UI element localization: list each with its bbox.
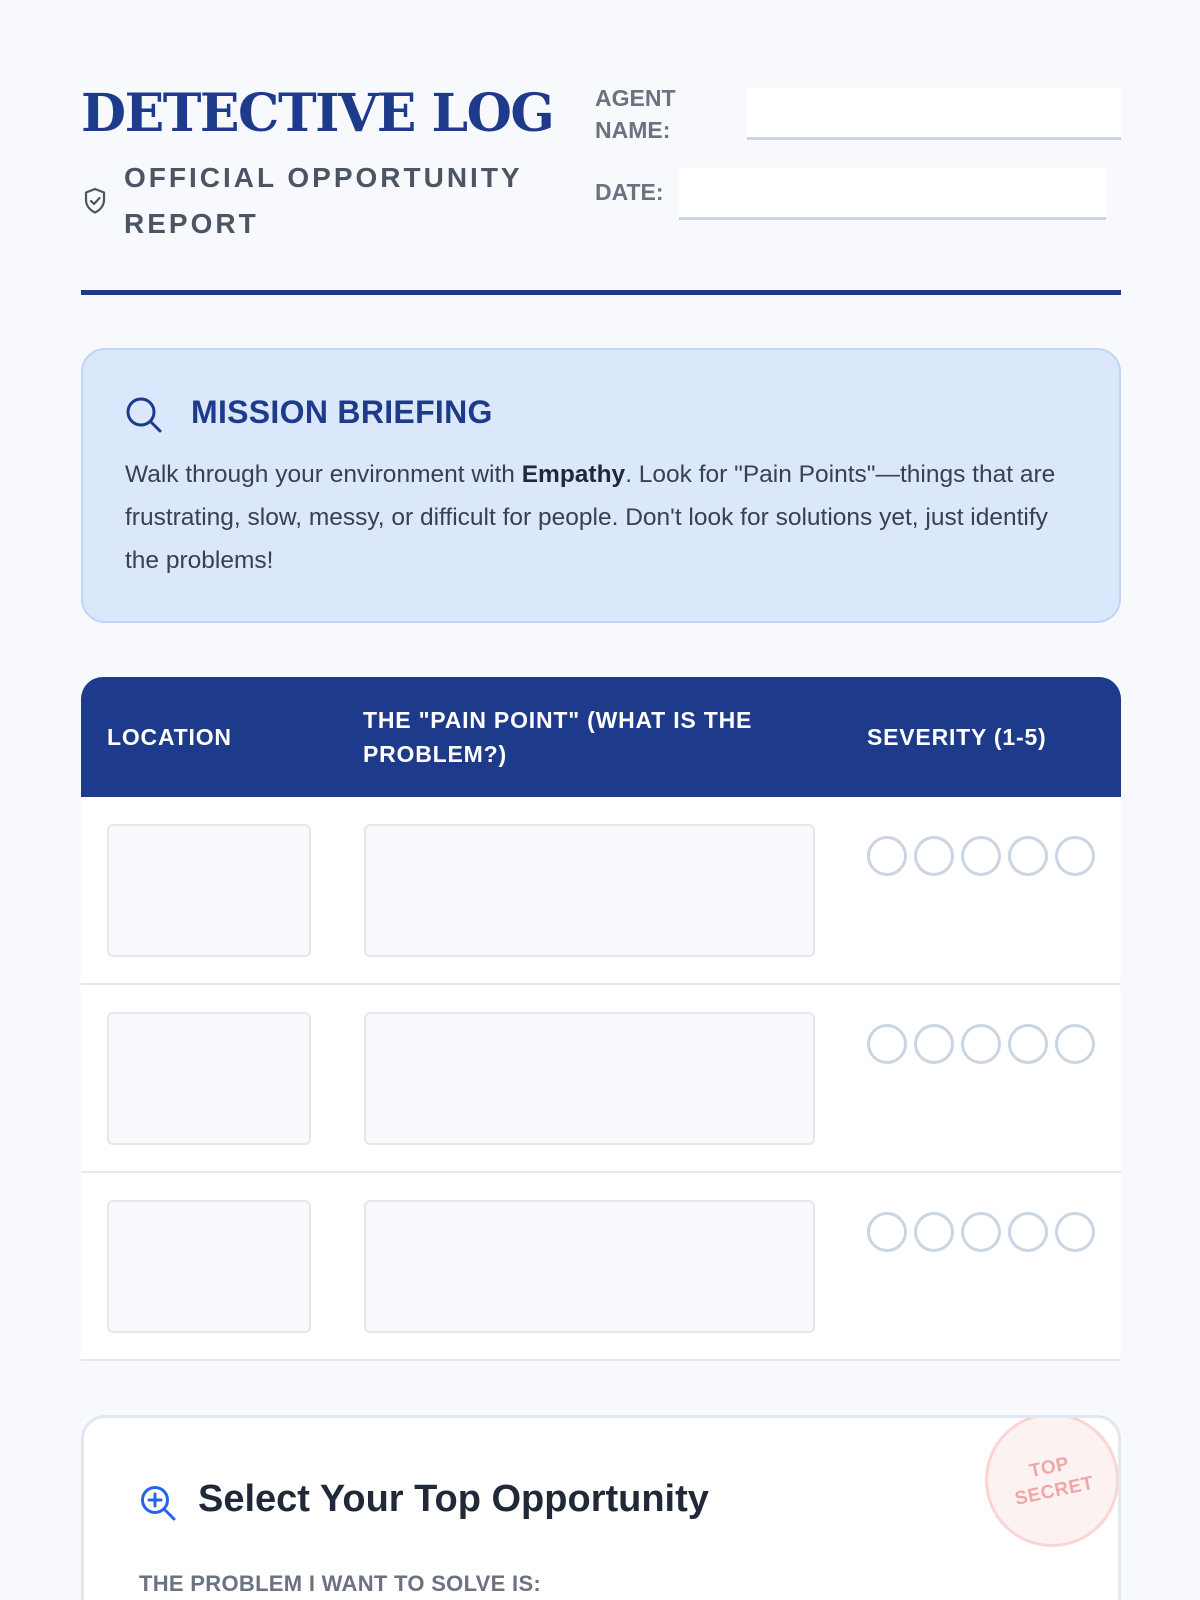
severity-option-3[interactable] [961, 836, 1001, 876]
severity-option-4[interactable] [1008, 1024, 1048, 1064]
table-row [81, 985, 1121, 1173]
severity-rating [867, 836, 1095, 876]
date-label: DATE: [595, 179, 664, 205]
top-secret-stamp [973, 1415, 1121, 1559]
top-opportunity-card [81, 1415, 1121, 1600]
page-subtitle: OFFICIAL OPPORTUNITY REPORT [124, 162, 523, 239]
search-icon [125, 396, 163, 434]
briefing-title: MISSION BRIEFING [191, 394, 493, 430]
severity-option-1[interactable] [867, 836, 907, 876]
column-header-location: LOCATION [107, 724, 232, 750]
zoom-in-icon [139, 1484, 177, 1522]
severity-option-3[interactable] [961, 1212, 1001, 1252]
agent-name-field[interactable] [747, 88, 1121, 140]
problem-statement-label: THE PROBLEM I WANT TO SOLVE IS: [139, 1571, 542, 1596]
pain-point-input[interactable] [364, 824, 815, 957]
opportunity-title: Select Your Top Opportunity [198, 1478, 709, 1520]
pain-point-table [81, 677, 1121, 1361]
pain-point-input[interactable] [364, 1200, 815, 1333]
mission-briefing-panel [81, 348, 1121, 623]
location-input[interactable] [107, 824, 311, 957]
table-header [81, 677, 1121, 797]
severity-option-4[interactable] [1008, 836, 1048, 876]
page-title: DETECTIVE LOG [81, 83, 554, 144]
location-input[interactable] [107, 1200, 311, 1333]
severity-option-1[interactable] [867, 1024, 907, 1064]
pain-point-input[interactable] [364, 1012, 815, 1145]
report-header [81, 80, 1121, 295]
severity-option-3[interactable] [961, 1024, 1001, 1064]
column-header-severity: SEVERITY (1-5) [867, 724, 1047, 750]
severity-option-4[interactable] [1008, 1212, 1048, 1252]
severity-option-5[interactable] [1055, 836, 1095, 876]
severity-option-5[interactable] [1055, 1024, 1095, 1064]
shield-check-icon [83, 187, 107, 215]
severity-rating [867, 1024, 1095, 1064]
table-row [81, 797, 1121, 985]
agent-name-label: AGENT NAME: [595, 85, 676, 143]
severity-option-2[interactable] [914, 1024, 954, 1064]
briefing-text-end: . Look for "Pain Points"—things that are frustrating, slow, messy, or difficult for people. Don't look for solutions yet, just identify the problems! [125, 461, 1056, 574]
severity-rating [867, 1212, 1095, 1252]
date-field[interactable] [679, 168, 1106, 220]
briefing-text [125, 453, 1085, 582]
briefing-text-start: Walk through your environment with [125, 461, 522, 488]
severity-option-2[interactable] [914, 1212, 954, 1252]
location-input[interactable] [107, 1012, 311, 1145]
severity-option-2[interactable] [914, 836, 954, 876]
briefing-text-emphasis: Empathy [521, 461, 626, 488]
table-row [81, 1173, 1121, 1361]
stamp-text: TOP SECRET [1013, 1453, 1096, 1510]
severity-option-1[interactable] [867, 1212, 907, 1252]
column-header-pain-point: THE "PAIN POINT" (WHAT IS THE PROBLEM?) [363, 707, 753, 767]
severity-option-5[interactable] [1055, 1212, 1095, 1252]
